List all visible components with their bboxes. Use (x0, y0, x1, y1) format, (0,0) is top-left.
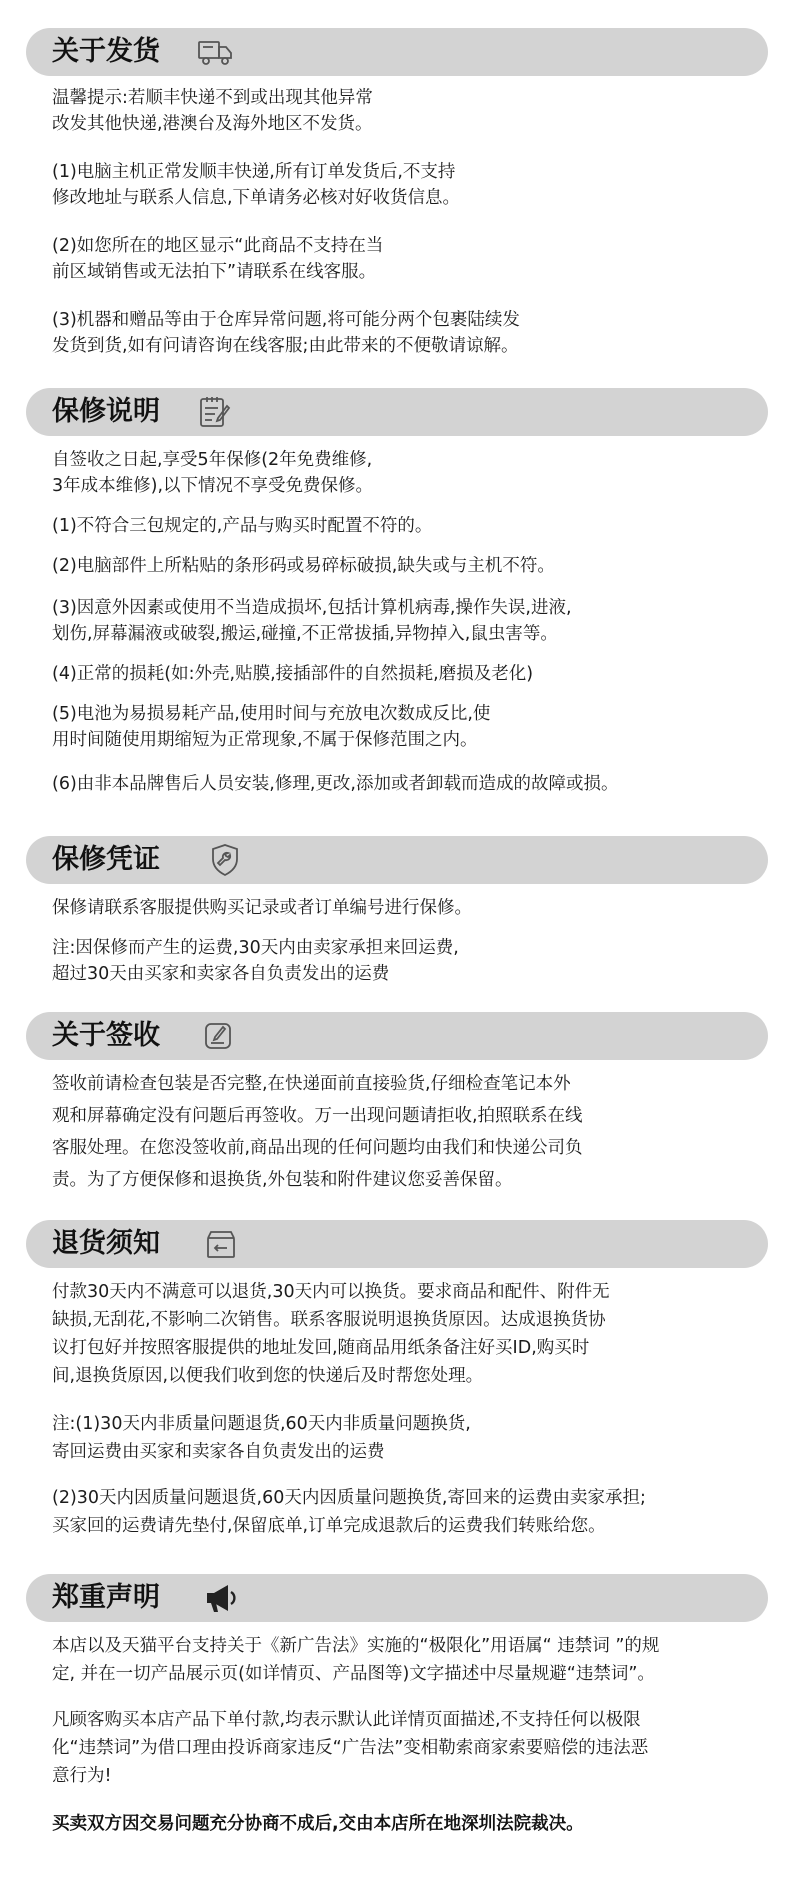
text-line: (2)30天内因质量问题退货,60天内因质量问题换货,寄回来的运费由卖家承担; (52, 1488, 646, 1508)
text-line: 间,退换货原因,以便我们收到您的快递后及时帮您处理。 (52, 1366, 484, 1386)
text-line: 保修请联系客服提供购买记录或者订单编号进行保修。 (52, 898, 472, 918)
section-header-shipping (26, 28, 768, 76)
text-line: 发货到货,如有问请咨询在线客服;由此带来的不便敬请谅解。 (52, 336, 519, 356)
text-line: 划伤,屏幕漏液或破裂,搬运,碰撞,不正常拔插,异物掉入,鼠虫害等。 (52, 624, 558, 644)
text-line: (2)如您所在的地区显示“此商品不支持在当 (52, 236, 384, 256)
text-line: 自签收之日起,享受5年保修(2年免费维修, (52, 450, 373, 470)
text-line-bold: 买卖双方因交易问题充分协商不成后,交由本店所在地深圳法院裁决。 (52, 1814, 584, 1834)
text-line: 买家回的运费请先垫付,保留底单,订单完成退款后的运费我们转账给您。 (52, 1516, 606, 1536)
text-line: 超过30天由买家和卖家各自负责发出的运费 (52, 964, 390, 984)
section-header-warranty-proof (26, 836, 768, 884)
text-line: 前区域销售或无法拍下”请联系在线客服。 (52, 262, 377, 282)
section-header-statement (26, 1574, 768, 1622)
section-title: 关于签收 (52, 1020, 160, 1051)
megaphone-icon (202, 1580, 240, 1616)
text-line: 凡顾客购买本店产品下单付款,均表示默认此详情页面描述,不支持任何以极限 (52, 1710, 641, 1730)
text-line: 3年成本维修),以下情况不享受免费保修。 (52, 476, 374, 496)
text-line: 定, 并在一切产品展示页(如详情页、产品图等)文字描述中尽量规避“违禁词”。 (52, 1664, 655, 1684)
text-line: 用时间随使用期缩短为正常现象,不属于保修范围之内。 (52, 730, 478, 750)
section-header-warranty (26, 388, 768, 436)
truck-icon (196, 34, 234, 70)
text-line: 责。为了方便保修和退换货,外包装和附件建议您妥善保留。 (52, 1170, 513, 1190)
text-line: (1)电脑主机正常发顺丰快递,所有订单发货后,不支持 (52, 162, 456, 182)
section-header-signing (26, 1012, 768, 1060)
text-line: 化“违禁词”为借口理由投诉商家违反“广告法”变相勒索商家索要赔偿的违法恶 (52, 1738, 649, 1758)
text-line: (1)不符合三包规定的,产品与购买时配置不符的。 (52, 516, 433, 536)
text-line: 客服处理。在您没签收前,商品出现的任何问题均由我们和快递公司负 (52, 1138, 583, 1158)
section-title: 保修说明 (52, 396, 160, 427)
text-line: 付款30天内不满意可以退货,30天内可以换货。要求商品和配件、附件无 (52, 1282, 610, 1302)
text-line: 观和屏幕确定没有问题后再签收。万一出现问题请拒收,拍照联系在线 (52, 1106, 583, 1126)
text-line: 意行为! (52, 1766, 112, 1786)
text-line: (5)电池为易损易耗产品,使用时间与充放电次数成反比,使 (52, 704, 491, 724)
section-title: 郑重声明 (52, 1582, 160, 1613)
text-line: 缺损,无刮花,不影响二次销售。联系客服说明退换货原因。达成退换货协 (52, 1310, 606, 1330)
text-line: 本店以及天猫平台支持关于《新广告法》实施的“极限化”用语属“ 违禁词 ”的规 (52, 1636, 660, 1656)
clipboard-edit-icon (196, 394, 234, 430)
text-line: (4)正常的损耗(如:外壳,贴膜,接插部件的自然损耗,磨损及老化) (52, 664, 534, 684)
section-header-returns (26, 1220, 768, 1268)
text-line: 签收前请检查包装是否完整,在快递面前直接验货,仔细检查笔记本外 (52, 1074, 571, 1094)
text-line: 注:(1)30天内非质量问题退货,60天内非质量问题换货, (52, 1414, 471, 1434)
text-line: 注:因保修而产生的运费,30天内由卖家承担来回运费, (52, 938, 459, 958)
text-line: 温馨提示:若顺丰快递不到或出现其他异常 (52, 88, 373, 108)
text-line: (6)由非本品牌售后人员安装,修理,更改,添加或者卸载而造成的故障或损。 (52, 774, 619, 794)
section-title: 关于发货 (52, 36, 160, 67)
text-line: 改发其他快递,港澳台及海外地区不发货。 (52, 114, 373, 134)
sign-edit-icon (200, 1018, 238, 1054)
text-line: (3)机器和赠品等由于仓库异常问题,将可能分两个包裹陆续发 (52, 310, 520, 330)
text-line: 修改地址与联系人信息,下单请务必核对好收货信息。 (52, 188, 461, 208)
text-line: (2)电脑部件上所粘贴的条形码或易碎标破损,缺失或与主机不符。 (52, 556, 555, 576)
shield-wrench-icon (206, 842, 244, 878)
section-title: 退货须知 (52, 1228, 160, 1259)
text-line: (3)因意外因素或使用不当造成损坏,包括计算机病毒,操作失误,进液, (52, 598, 572, 618)
text-line: 议打包好并按照客服提供的地址发回,随商品用纸条备注好买ID,购买时 (52, 1338, 590, 1358)
section-title: 保修凭证 (52, 844, 160, 875)
text-line: 寄回运费由买家和卖家各自负责发出的运费 (52, 1442, 385, 1462)
return-box-icon (202, 1226, 240, 1262)
